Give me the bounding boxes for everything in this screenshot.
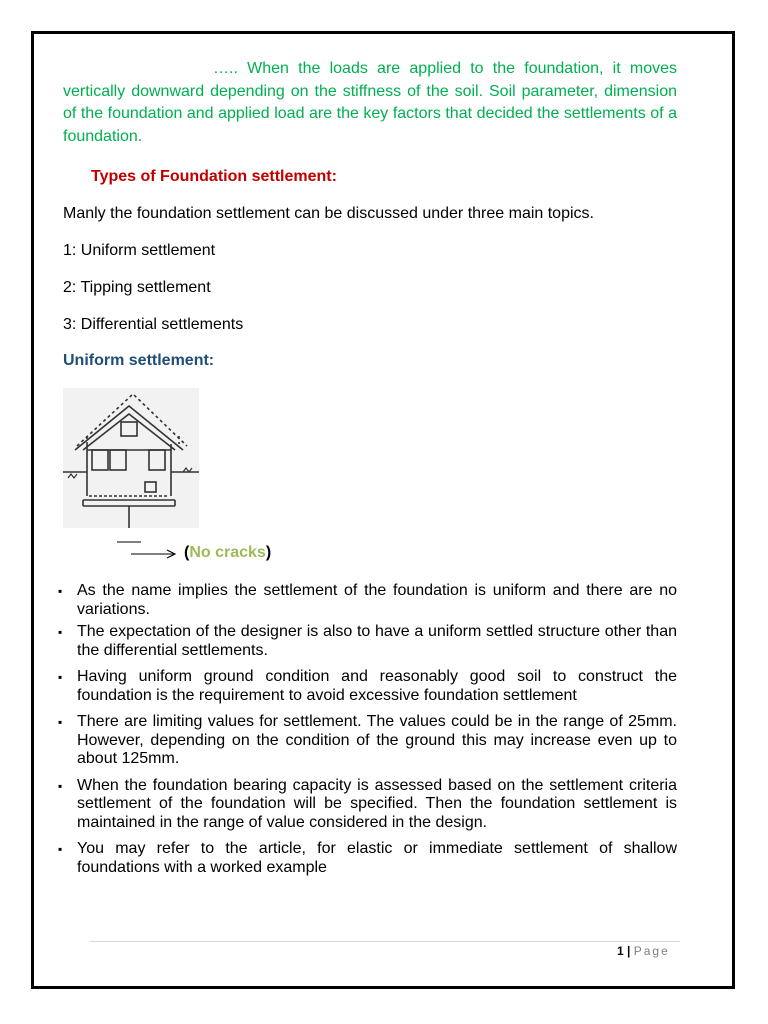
footer-separator: | [623, 944, 634, 958]
caption-open-paren: ( [184, 544, 190, 561]
bullet-marker: ▪ [58, 584, 63, 598]
topic-tipping: 2: Tipping settlement [63, 279, 211, 296]
list-item [57, 777, 677, 833]
bullet-marker: ▪ [58, 778, 63, 793]
list-item [57, 713, 677, 769]
footer-divider [90, 941, 680, 942]
bullet-text: When the foundation bearing capacity is assessed based on the settlement criteria settlement of the foundation will be specified. Then the foundation settlement is maintained in the range of value considered in the design. [77, 776, 677, 831]
bullet-text: As the name implies the settlement of the foundation is uniform and there are no variations. [77, 582, 677, 618]
caption-close-paren: ) [265, 544, 272, 561]
bullet-marker: ▪ [58, 625, 63, 639]
page-footer [617, 944, 670, 958]
uniform-heading: Uniform settlement: [63, 352, 215, 369]
bullet-marker: ▪ [58, 670, 63, 684]
list-item [57, 668, 677, 705]
bullet-text: You may refer to the article, for elastic or immediate settlement of shallow foundations with a worked example [77, 840, 677, 876]
bullet-marker: ▪ [58, 715, 63, 729]
figure-caption [184, 544, 271, 562]
page-number: 1 [617, 944, 624, 958]
page-word: Page [633, 944, 670, 958]
bullet-text: Having uniform ground condition and reasonably good soil to construct the foundation is the requirement to avoid excessive foundation settlement [77, 668, 677, 704]
types-heading: Types of Foundation settlement: [91, 168, 337, 185]
bullet-list [57, 582, 677, 885]
house-illustration [63, 388, 199, 528]
intro-paragraph: ….. When the loads are applied to the foundation, it moves vertically downward depending on the stiffness of the soil. Soil parameter, dimension of the foundation and applied load are the key factors that decided the settlements of a foundation. [63, 60, 677, 145]
list-item [57, 623, 677, 660]
bullet-text: The expectation of the designer is also to have a uniform settled structure other than the differential settlements. [77, 623, 677, 659]
overview-paragraph: Manly the foundation settlement can be discussed under three main topics. [63, 205, 594, 222]
topic-uniform: 1: Uniform settlement [63, 242, 216, 259]
list-item [57, 582, 677, 619]
topic-differential: 3: Differential settlements [63, 316, 244, 333]
bullet-text: There are limiting values for settlement. The values could be in the range of 25mm. However, depending on the condition of the ground this may increase even up to about 125mm. [77, 713, 677, 767]
bullet-marker: ▪ [58, 842, 63, 856]
no-cracks-label: No cracks [189, 544, 266, 561]
list-item [57, 840, 677, 877]
